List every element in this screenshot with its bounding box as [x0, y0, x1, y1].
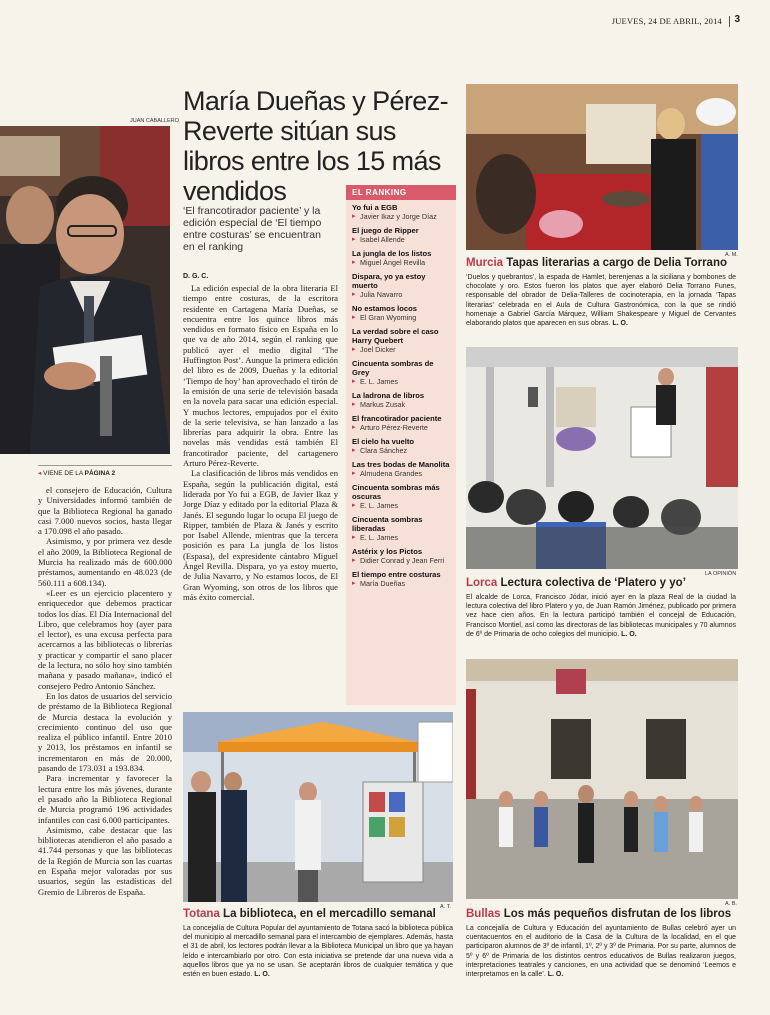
totana-place: Totana — [183, 908, 220, 920]
ranking-item-title: El tiempo entre costuras — [352, 570, 441, 579]
bullas-photo-image — [466, 659, 738, 899]
main-headline: María Dueñas y Pérez-Reverte sitúan sus libros entre los 15 más vendidos — [183, 86, 449, 206]
ranking-item-title: No estamos locos — [352, 304, 417, 313]
lorca-photo — [466, 347, 738, 569]
totana-photo-credit: A. T. — [440, 904, 451, 910]
ranking-item-author: ▸ Joel Dicker — [360, 345, 450, 354]
totana-body-text: La concejalía de Cultura Popular del ayuntamiento de Totana sacó la biblioteca pública del municipio al mercadillo semanal para el intercambio de ejemplares. Además, hasta el 31 de abril, los lectores podrán llevar a la Biblioteca Municipal un libro que ya hayan leído e intercambiarlo por otro. Con esta iniciativa se pretende dar una nueva vida a aquellos libros que ya no se usan. Se aceptarán libros de cualquier temática y que estén en buen estado. — [183, 925, 453, 979]
page-header — [0, 14, 770, 34]
lorca-headline — [466, 577, 746, 589]
ranking-title: EL RANKING — [346, 185, 456, 200]
totana-title: La biblioteca, en el mercadillo semanal — [223, 908, 436, 920]
murcia-signature: L. O. — [612, 320, 628, 328]
ranking-item-author: ▸ E. L. James — [360, 533, 450, 542]
ranking-item-author: ▸ Clara Sánchez — [360, 446, 450, 455]
ranking-item-title: Astérix y los Pictos — [352, 547, 423, 556]
main-byline: D. G. C. — [183, 273, 209, 280]
left-column-rule — [38, 465, 172, 466]
bullas-photo — [466, 659, 738, 899]
ranking-item — [346, 356, 456, 388]
totana-photo — [183, 712, 453, 902]
left-paragraph: En los datos de usuarios del servicio de préstamo de la Biblioteca Regional de Murcia destaca la evolución y crecimiento continuo del uso que realiza el público infantil. Entre 2010 y 2013, los préstamos en infantil se incrementaron en más de 20.000, pasando de 173.031 a 193.834. — [38, 690, 172, 774]
continued-page: PÁGINA 2 — [84, 470, 116, 477]
totana-body — [183, 924, 453, 979]
main-paragraph: La clasificación de libros más vendidos en España, según la publicación digital, está liderada por Yo fui a EGB, de Javier Ikaz y Jorge Díaz y editado por la editorial Plaza & Janés. El segundo lugar lo ocupa El juego de Ripper, también de Plaza & Janés y escrito por Isabel Allende, mientras que la tercera posición es para La jungla de los listos (Espasa), del expresidente cántabro Miguel Ángel Revilla. Dispara, yo ya estoy muerto, de Julia Navarro, y No estamos locos, de El Gran Wyoming, son otros de los libros que más éxito comercial. — [183, 468, 338, 602]
totana-photo-image — [183, 712, 453, 902]
ranking-item — [346, 246, 456, 269]
left-paragraph: Asimismo, cabe destacar que las bibliotecas atendieron el año pasado a 41.744 personas y que las bibliotecas de la Región de Murcia son las cuartas en España mejor valoradas por sus usuarios, según las estadísticas del Gremio de Libreros de España. — [38, 824, 172, 897]
lorca-photo-credit: LA OPINIÓN — [705, 571, 737, 577]
totana-signature: L. O. — [254, 971, 270, 979]
bullas-body — [466, 924, 736, 979]
ranking-item — [346, 544, 456, 567]
ranking-item-author: ▸ Arturo Pérez-Reverte — [360, 423, 450, 432]
ranking-item — [346, 324, 456, 356]
bullas-body-text: La concejalía de Cultura y Educación del ayuntamiento de Bullas celebró ayer un cuentacuentos en el auditorio de la Casa de la Cultura de la localidad, en el que participaron alumnos de 3º de infantil, 1º, 2º y 3º de Primaria. Por su parte, alumnos de 5º y 6º de Primaria de los distintos centros educativos de Bullas realizaron juegos, interpretaciones teatrales y canciones, en una actividad que se denominó ‘Leemos e interpretamos en la calle’. — [466, 925, 736, 979]
totana-headline — [183, 908, 463, 920]
main-paragraph: La edición especial de la obra literaria El tiempo entre costuras, de la escritora residente en Cartagena María Dueñas, se encuentra entre los quince libros más vendidos en formato físico en España en lo que va de año 2014, según el ranking que publicó ayer el medio digital ‘The Huffington Post’. Aunque la primera edición del libro es de 2009, Dueñas y la editorial ‘Tiempo de hoy’ han aprovechado el tirón de la emisión de una serie de televisión basada en la novela para sacar una edición especial. Y muchos lectores, empujados por el éxito de la serie televisiva, se han lanzado a las librerías para adquirir la obra. Entre las novelas más vendidas está también El francotirador paciente, del cartagenero Arturo Pérez-Reverte. — [183, 283, 338, 469]
ranking-item-title: Cincuenta sombras liberadas — [352, 515, 423, 533]
lorca-place: Lorca — [466, 577, 498, 589]
left-paragraph: «Leer es un ejercicio placentero y enriquecedor que debemos practicar todos los días. El Día Internacional del Libro, que celebramos hoy (ayer para el lector), es una excusa perfecta para acercarnos a las bibliotecas o librerías y practicar y compartir el sano placer de la lectura, no sólo hoy sino también mañana y pasado mañana», indicó el consejero Pedro Antonio Sánchez. — [38, 587, 172, 691]
main-photo — [0, 126, 170, 454]
murcia-title: Tapas literarias a cargo de Delia Torrano — [506, 257, 727, 269]
ranking-item-author: ▸ Almudena Grandes — [360, 469, 450, 478]
ranking-item — [346, 567, 456, 590]
ranking-item — [346, 434, 456, 457]
ranking-item-title: La verdad sobre el caso Harry Quebert — [352, 327, 439, 345]
murcia-body-text: ‘Duelos y quebrantos’, la espada de Hamlet, berenjenas a la siciliana y bombones de chocolate y oro. Estos fueron los platos que ayer elaboró Delia Torrano Funes, responsable del obrador de Delia-Talleres de cocinoterapia, en la jornada ‘Tapas literarias’ celebrada en el Aula de Cultura Gastronómica, con la que se rindió homenaje a Gabriel García Márquez, William Shakespeare y Miguel de Cervantes elaborando platos que aparecen en sus obras. — [466, 274, 736, 328]
lorca-photo-image — [466, 347, 738, 569]
ranking-item-author: ▸ María Dueñas — [360, 579, 450, 588]
bullas-signature: L. O. — [547, 971, 564, 979]
bullas-place: Bullas — [466, 908, 501, 920]
main-photo-image — [0, 126, 170, 454]
murcia-place: Murcia — [466, 257, 504, 269]
ranking-item-title: La ladrona de libros — [352, 391, 425, 400]
ranking-item — [346, 411, 456, 434]
lorca-signature: L. O. — [621, 630, 637, 638]
continued-arrow-icon: ◂ — [38, 470, 42, 477]
ranking-list — [346, 200, 456, 590]
ranking-item-title: Cincuenta sombras más oscuras — [352, 483, 440, 501]
ranking-item-title: Yo fui a EGB — [352, 203, 398, 212]
ranking-item-title: El juego de Ripper — [352, 226, 419, 235]
lorca-body — [466, 593, 736, 639]
ranking-item-author: ▸ E. L. James — [360, 377, 450, 386]
header-separator — [729, 16, 730, 27]
ranking-item-author: ▸ Julia Navarro — [360, 290, 450, 299]
lorca-body-text: El alcalde de Lorca, Francisco Jódar, inició ayer en la plaza Real de la ciudad la lectura colectiva del libro Platero y yo, de Juan Ramón Jiménez, publicado por primera vez hace cien años. En la lectura participó también el concejal de Educación, Francisco Montiel, así como las directoras de las bibliotecas municipales y 70 alumnos de 6º de Primaria de ocho colegios del municipio. — [466, 594, 736, 638]
ranking-item-title: El francotirador paciente — [352, 414, 442, 423]
ranking-item-author: ▸ El Gran Wyoming — [360, 313, 450, 322]
murcia-photo-image — [466, 84, 738, 250]
left-paragraph: el consejero de Educación, Cultura y Universidades informó también de que la Biblioteca Regional ha ganado casi 7.000 nuevos socios, hasta llegar a 170.098 el año pasado. — [38, 485, 172, 537]
murcia-headline — [466, 257, 746, 269]
ranking-item-author: ▸ Javier Ikaz y Jorge Díaz — [360, 212, 450, 221]
ranking-item-title: El cielo ha vuelto — [352, 437, 415, 446]
left-paragraph: Asimismo, y por primera vez desde el año 2009, la Biblioteca Regional de Murcia ha realizado más de 600.000 préstamos, aumentando en 48.023 (de 560.111 a 608.134). — [38, 536, 172, 588]
ranking-item-author: ▸ Markus Zusak — [360, 400, 450, 409]
main-photo-credit: JUAN CABALLERO — [130, 118, 179, 124]
ranking-item-author: ▸ E. L. James — [360, 501, 450, 510]
ranking-item — [346, 269, 456, 301]
ranking-item — [346, 480, 456, 512]
ranking-item — [346, 301, 456, 324]
ranking-item-author: ▸ Miguel Ángel Revilla — [360, 258, 450, 267]
main-article-body — [183, 283, 338, 602]
ranking-item-title: Dispara, yo ya estoy muerto — [352, 272, 426, 290]
main-subhead: ‘El francotirador paciente’ y la edición especial de ‘El tiempo entre costuras’ se encuentran en el ranking — [183, 205, 322, 253]
ranking-item-title: Las tres bodas de Manolita — [352, 460, 450, 469]
ranking-item-title: Cincuenta sombras de Grey — [352, 359, 434, 377]
left-article-body — [38, 485, 172, 897]
ranking-item — [346, 457, 456, 480]
header-date: JUEVES, 24 DE ABRIL, 2014 — [611, 16, 722, 26]
bullas-photo-credit: A. B. — [725, 901, 737, 907]
ranking-item-author: ▸ Isabel Allende — [360, 235, 450, 244]
bullas-headline — [466, 908, 746, 920]
ranking-item — [346, 200, 456, 223]
lorca-title: Lectura colectiva de ‘Platero y yo’ — [500, 577, 686, 589]
ranking-item — [346, 388, 456, 411]
murcia-photo — [466, 84, 738, 250]
murcia-body — [466, 273, 736, 328]
bullas-title: Los más pequeños disfrutan de los libros — [503, 908, 732, 920]
page-number: 3 — [734, 14, 740, 25]
ranking-item-title: La jungla de los listos — [352, 249, 432, 258]
ranking-item-author: ▸ Didier Conrad y Jean Ferri — [360, 556, 450, 565]
ranking-item — [346, 223, 456, 246]
continued-label-text: VIENE DE LA — [43, 470, 83, 477]
murcia-photo-credit: A. M. — [725, 252, 738, 258]
ranking-box — [346, 185, 456, 705]
continued-label — [38, 469, 115, 477]
ranking-item — [346, 512, 456, 544]
left-paragraph: Para incrementar y favorecer la lectura entre los más jóvenes, durante el pasado año la Biblioteca Regional de Murcia programó 196 actividades infantiles con casi 6.000 participantes. — [38, 773, 172, 825]
